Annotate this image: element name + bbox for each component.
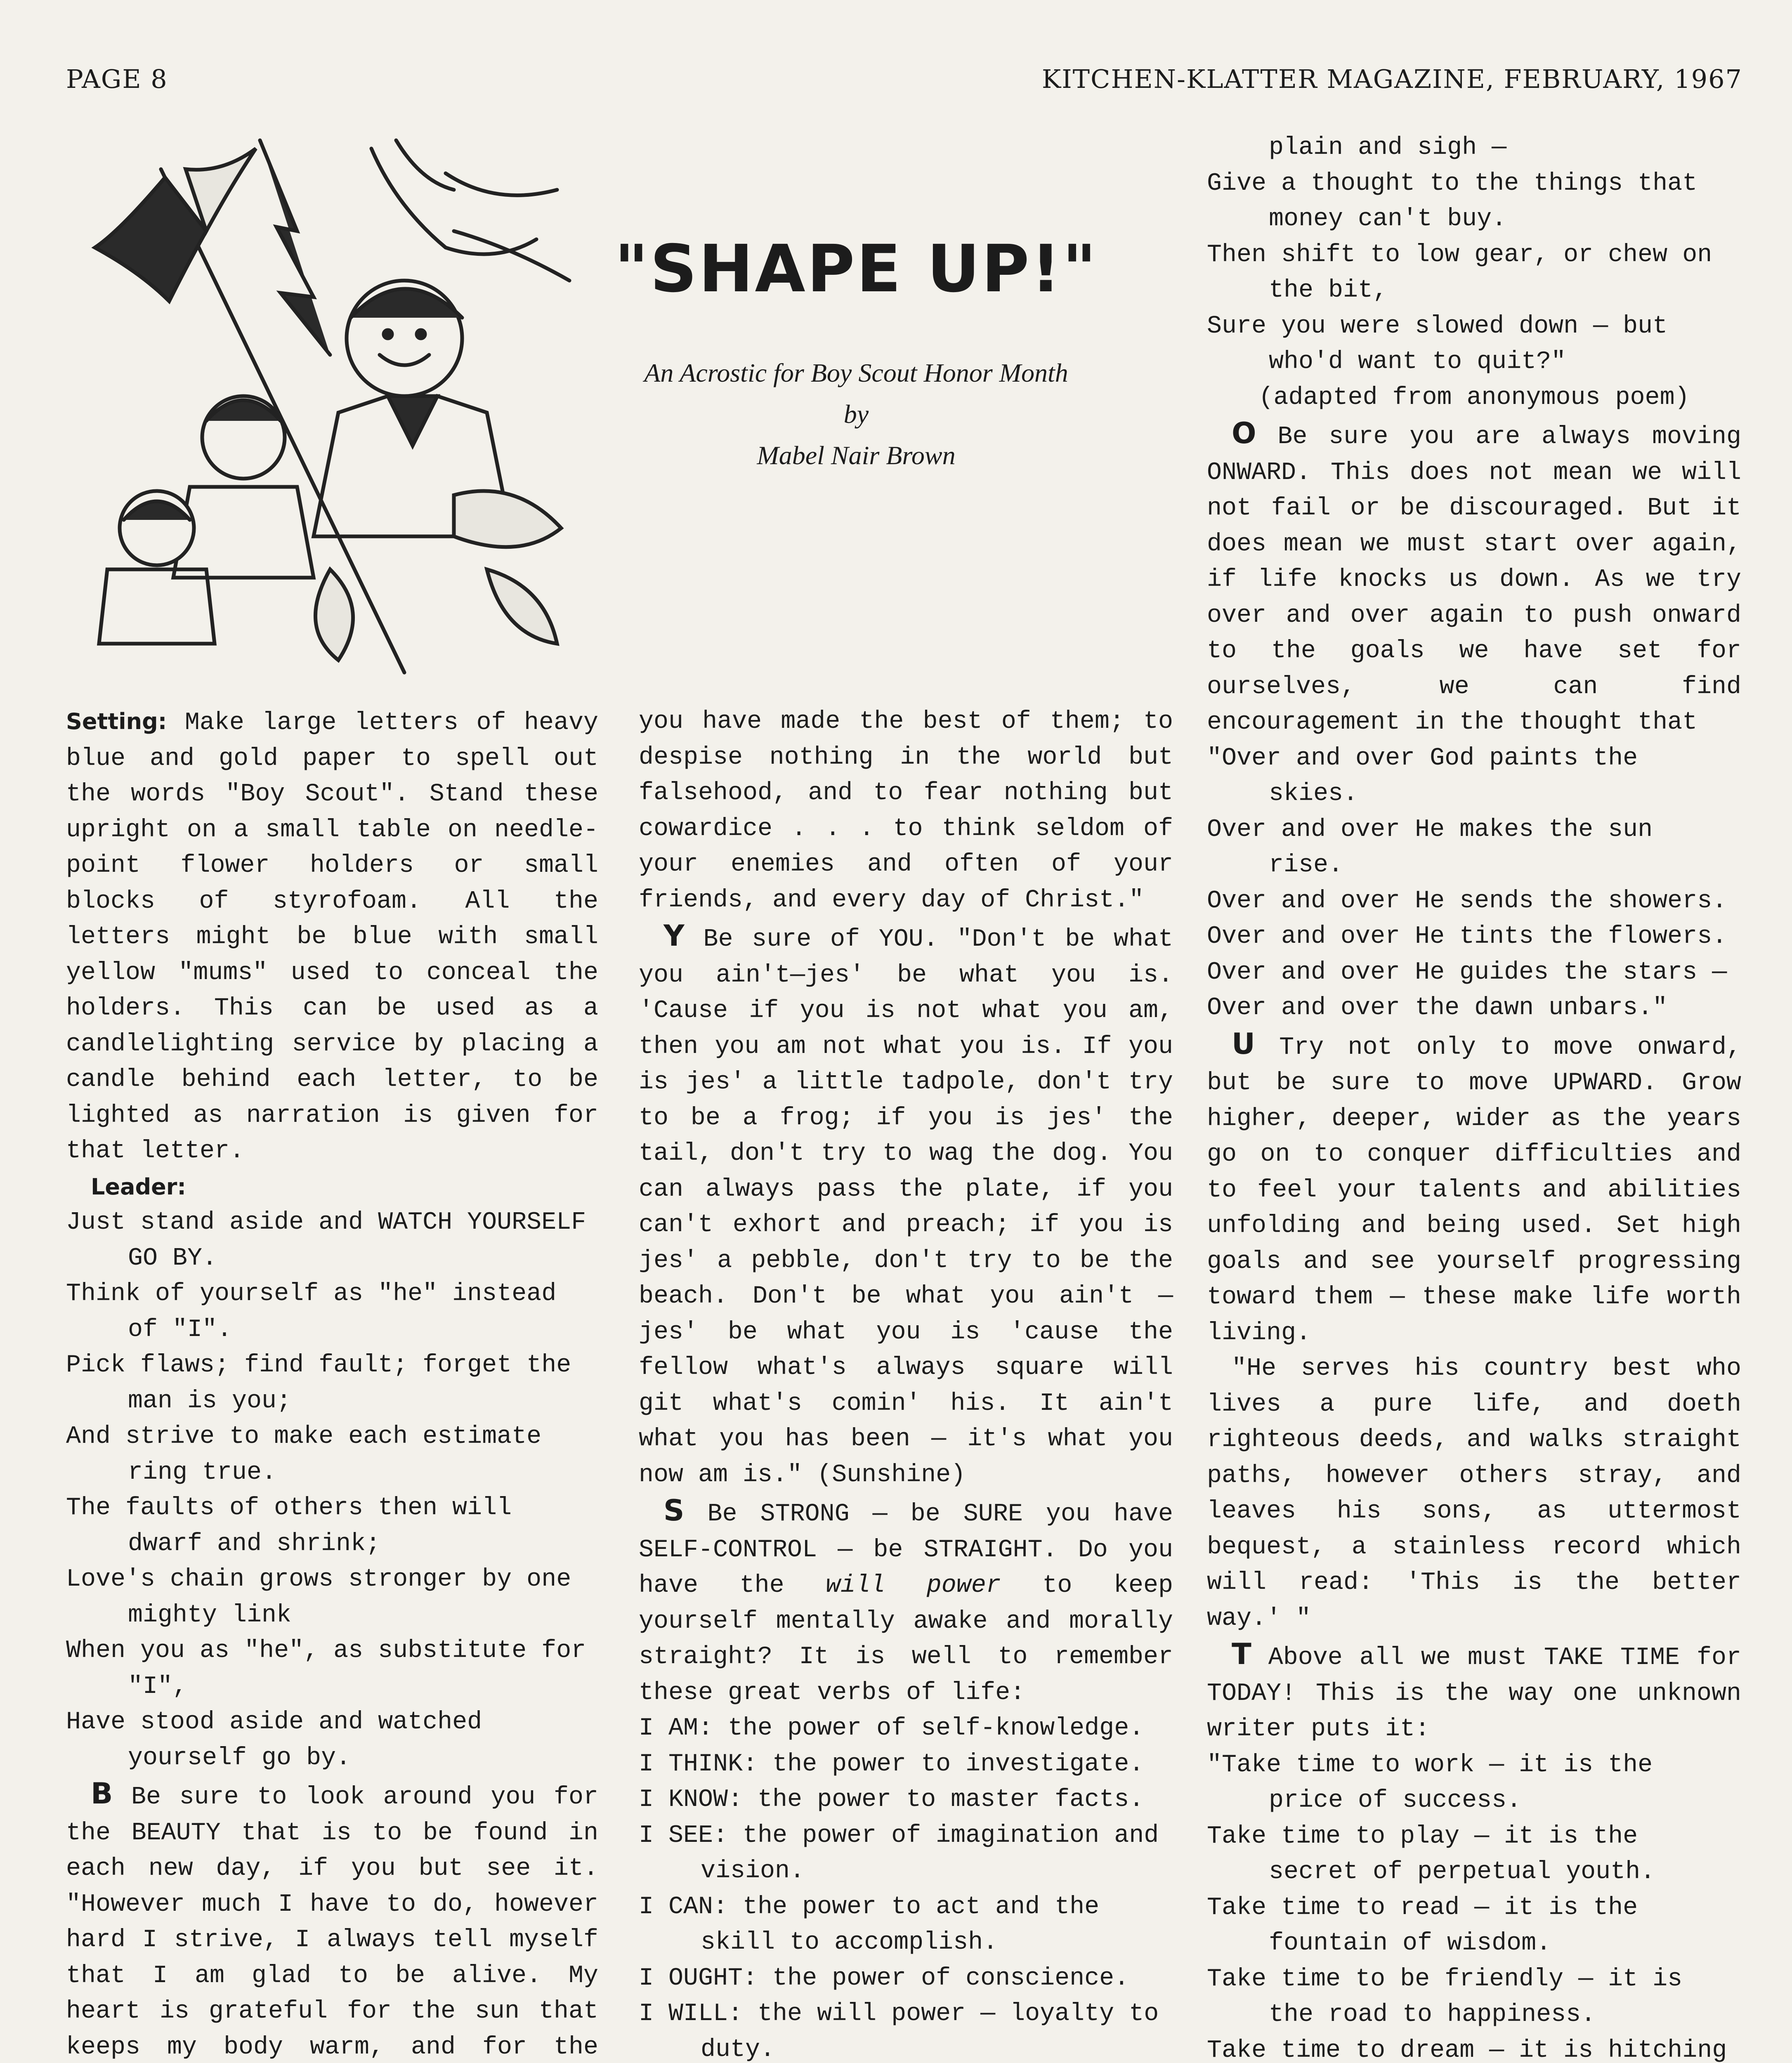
article-subtitle: An Acrostic for Boy Scout Honor Month [644, 358, 1068, 387]
drop-letter: S [663, 1494, 685, 1527]
poem-line: Sure you were slowed down — but who'd want to quit?" [1207, 312, 1668, 376]
poem-line: Then shift to low gear, or chew on the bit, [1207, 241, 1712, 304]
drop-letter: B [91, 1777, 113, 1810]
verb-line: I CAN: the power to act and the skill to accomplish. [639, 1893, 1100, 1957]
article-author: Mabel Nair Brown [757, 441, 956, 470]
poem-line: Just stand aside and WATCH YOURSELF GO BY. [66, 1209, 586, 1272]
over-line: Over and over He sends the showers. [1207, 887, 1727, 915]
verb-line: I WILL: the will power — loyalty to duty. [639, 2000, 1159, 2063]
paragraph-b: B Be sure to look around you for the BEAUTY that is to be found in each new day, if you but see it. "However much I have to do, however hard I strive, I always tell myself that I am glad to be alive. My heart is grateful for the sun that keeps my body warm, and for the [66, 1777, 598, 2061]
boy-scouts-illustration [83, 124, 578, 677]
paragraph-t: T Above all we must TAKE TIME for TODAY! This is the way one unknown writer puts it: [1207, 1637, 1741, 1743]
take-time-line: Take time to be friendly — it is the road to happiness. [1207, 1965, 1683, 2029]
drop-letter: O [1232, 416, 1256, 450]
take-time-line: Take time to dream — it is hitching [1207, 2036, 1727, 2063]
leader-label: Leader: [91, 1173, 186, 1200]
verb-line: I SEE: the power of imagination and vision. [639, 1821, 1159, 1885]
take-time-line: Take time to play — it is the secret of perpetual youth. [1207, 1822, 1655, 1886]
column-3 [1207, 130, 1741, 2063]
paragraph-continued: you have made the best of them; to despise nothing in the world but falsehood, and to fear nothing but cowardice . . . to think seldom of your enemies and often of your friends, and every day of Christ." [639, 708, 1173, 914]
take-time-line: "Take time to work — it is the price of success. [1207, 1751, 1653, 1815]
over-line: Over and over He guides the stars — [1207, 958, 1727, 987]
poem-line: Give a thought to the things that money can't buy. [1207, 169, 1698, 233]
poem-attribution: (adapted from anonymous poem) [1258, 383, 1690, 412]
magazine-title: KITCHEN-KLATTER MAGAZINE, FEBRUARY, 1967 [1041, 64, 1742, 94]
poem-line: Think of yourself as "he" instead of "I". [66, 1280, 557, 1344]
over-line: Over and over the dawn unbars." [1207, 994, 1668, 1022]
take-time-line: Take time to read — it is the fountain of wisdom. [1207, 1893, 1638, 1957]
quote-he-serves: "He serves his country best who lives a pure life, and doeth righteous deeds, and walks straight paths, however others stray, and leaves his sons, as uttermost bequest, a stainless record which will read: 'This is the better way.' " [1207, 1355, 1741, 1633]
setting-paragraph: Setting: Make large letters of heavy blue and gold paper to spell out the words "Boy Scout". Stand these upright on a small table on needle-point flower holders or small blocks of styrofoam. All the letters might be blue with small yellow "mums" used to conceal the holders. This can be used as a candlelighting service by placing a candle behind each letter, to be lighted as narration is given for that letter. [66, 708, 598, 1165]
article-title: "SHAPE UP!" [614, 231, 1098, 307]
byline-by: by [843, 399, 869, 429]
article-title-block [578, 231, 1135, 476]
verb-line: I KNOW: the power to master facts. [639, 1786, 1144, 1814]
drop-letter: T [1232, 1637, 1251, 1671]
column-2 [639, 704, 1173, 2063]
verb-line: I THINK: the power to investigate. [639, 1750, 1144, 1778]
over-line: "Over and over God paints the skies. [1207, 744, 1638, 808]
paragraph-y: Y Be sure of YOU. "Don't be what you ain't—jes' be what you is. 'Cause if you is not what you am, then you am not what you is. If you is jes' a little tadpole, don't try to be a frog; if you is jes' the tail, don't try to wag the dog. You can always pass the plate, if you can't exhort and preach; if you is jes' a pebble, don't try to be the beach. Don't be what you ain't — jes' be what you is 'cause the fellow what's always square will git what's comin' his. It ain't what you has been — it's what you now am is." (Sunshine) [639, 919, 1173, 1489]
paragraph-u: U Try not only to move onward, but be sure to move UPWARD. Grow higher, deeper, wider as the years go on to conquer difficulties and to feel your talents and abilities unfolding and being used. Set high goals and see yourself progressing toward them — these make life worth living. [1207, 1027, 1741, 1347]
over-line: Over and over He tints the flowers. [1207, 923, 1727, 951]
poem-line: The faults of others then will dwarf and shrink; [66, 1494, 512, 1558]
setting-label: Setting: [66, 708, 167, 734]
verb-line: I OUGHT: the power of conscience. [639, 1964, 1129, 1992]
poem-line: And strive to make each estimate ring true. [66, 1423, 542, 1487]
paragraph-o2: O Be sure you are always moving ONWARD. This does not mean we will not fail or be discouraged. But it does mean we must start over again, if life knocks us down. As we try over and over again to push onward to the goals we have set for ourselves, we can find encouragement in the thought that [1207, 416, 1741, 736]
poem-line: Pick flaws; find fault; forget the man is you; [66, 1351, 571, 1415]
drop-letter: U [1232, 1027, 1255, 1061]
column-1 [66, 704, 598, 2063]
poem-line: plain and sigh — [1269, 134, 1507, 162]
drop-letter: Y [663, 919, 685, 953]
poem-line: Have stood aside and watched yourself go by. [66, 1708, 482, 1772]
page-header [66, 64, 1742, 101]
paragraph-s: S Be STRONG — be SURE you have SELF-CONTROL — be STRAIGHT. Do you have the will power to keep yourself mentally awake and morally straight? It is well to remember these great verbs of life: [639, 1494, 1173, 1707]
verb-line: I AM: the power of self-knowledge. [639, 1714, 1144, 1742]
page-number: PAGE 8 [66, 64, 168, 94]
poem-line: When you as "he", as substitute for "I", [66, 1637, 586, 1701]
over-line: Over and over He makes the sun rise. [1207, 815, 1653, 879]
poem-line: Love's chain grows stronger by one mighty link [66, 1565, 571, 1629]
